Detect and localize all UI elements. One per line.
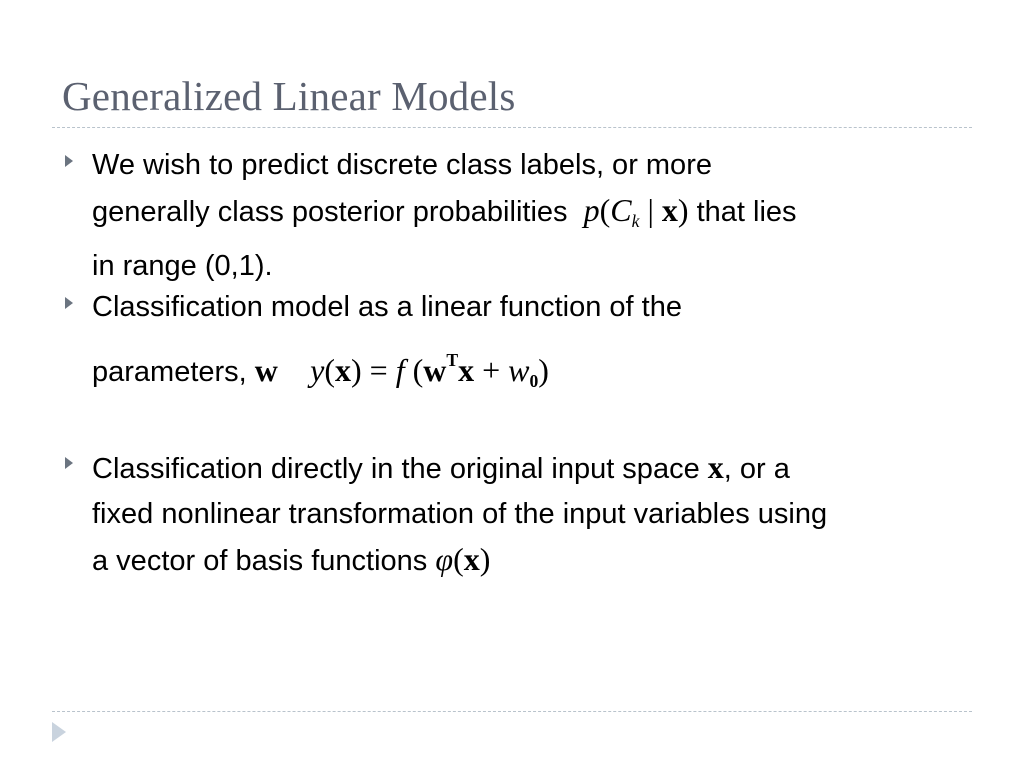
bullet-text (92, 143, 972, 289)
linear-model-formula: y(x) = f $(w^Tx + w_0)$ (310, 350, 549, 392)
bullet-arrow-icon (65, 297, 73, 309)
bullet-line-text: Classification directly in the original input space (92, 453, 700, 485)
bullet-line-text: parameters, (92, 355, 247, 388)
bullet-text (92, 285, 972, 404)
bullet-line (92, 445, 972, 492)
bullet-arrow-icon (65, 457, 73, 469)
bullet-line-text: generally class posterior probabilities (92, 196, 568, 228)
slide-title: Generalized Linear Models (62, 73, 516, 119)
bullet-line: Classification model as a linear function of the (92, 291, 682, 323)
posterior-formula: $p(C_k$ | x) (583, 192, 689, 232)
basis-function-formula: φ(x) (435, 541, 491, 577)
bullet-line (92, 537, 972, 584)
bullet-line-text: that lies (696, 196, 797, 228)
weight-vector-symbol: w (254, 351, 278, 388)
input-vector-symbol: x (707, 449, 724, 485)
bullet-text (92, 445, 972, 584)
bullet-line-text: , or a (723, 453, 790, 485)
bullet-line (92, 338, 972, 404)
bullet-line-text: a vector of basis functions (92, 545, 428, 577)
play-arrow-icon (52, 722, 66, 742)
footer-divider (52, 711, 972, 712)
bullet-line: We wish to predict discrete class labels, or more (92, 149, 712, 181)
bullet-line: fixed nonlinear transformation of the input variables using (92, 498, 828, 530)
bullet-line: in range (0,1). (92, 250, 273, 283)
bullet-line (92, 188, 972, 244)
title-divider (52, 127, 972, 128)
bullet-arrow-icon (65, 155, 73, 167)
